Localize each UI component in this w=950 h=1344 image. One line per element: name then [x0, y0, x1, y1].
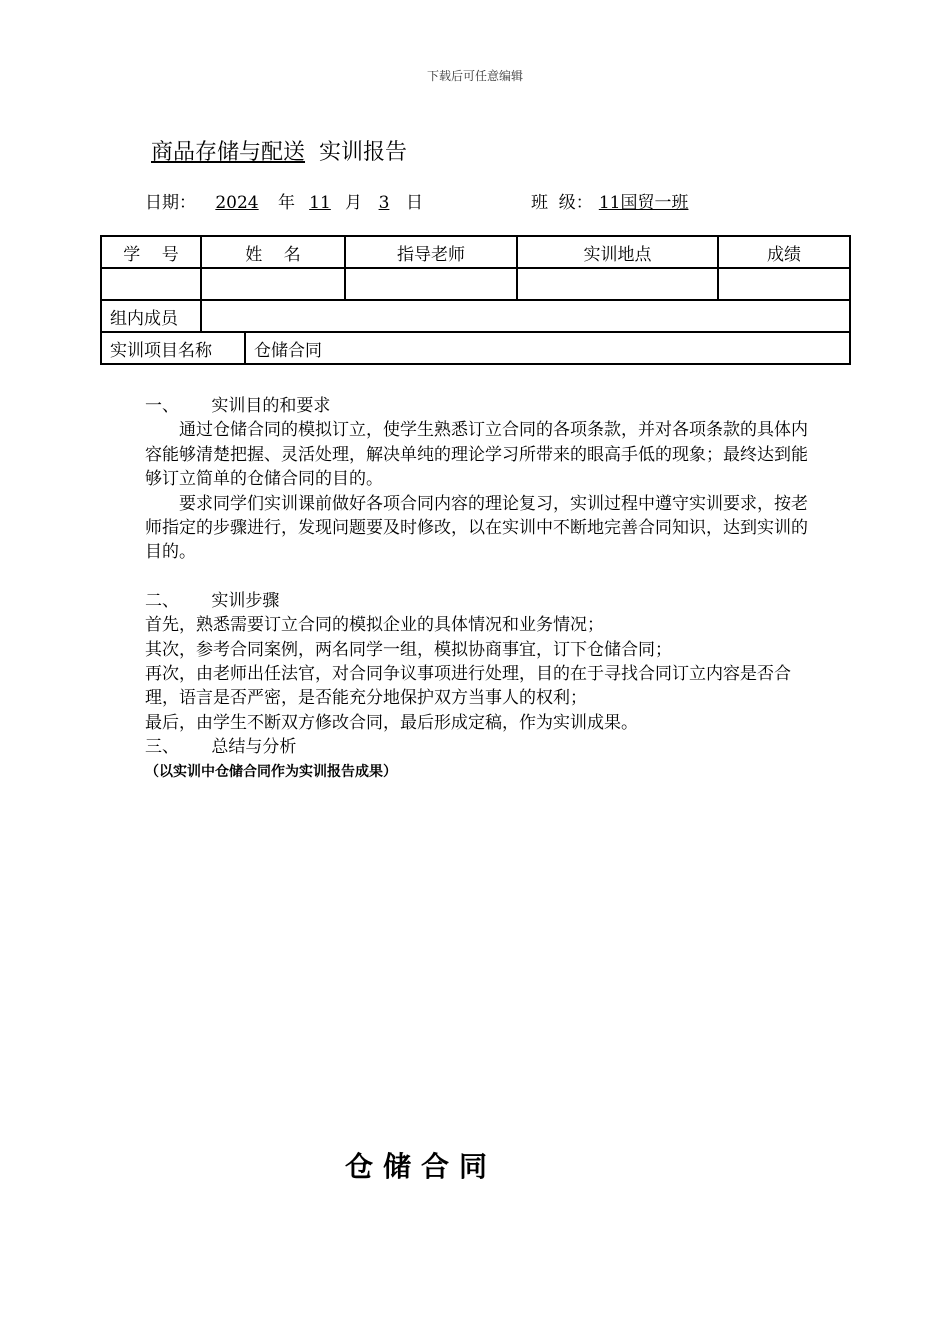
- cell-location: [517, 268, 718, 300]
- table-header-row: [101, 236, 850, 268]
- header-grade: 成绩: [718, 236, 850, 268]
- header-location: 实训地点: [517, 236, 718, 268]
- section-1-paragraph-1: 通过仓储合同的模拟订立，使学生熟悉订立合同的各项条款，并对各项条款的具体内容能够清楚把握、灵活处理，解决单纯的理论学习所带来的眼高手低的现象；最终达到能够订立简单的仓储合同的目的。: [145, 420, 808, 490]
- section-2-heading: 二、 实训步骤: [145, 590, 280, 611]
- table-empty-row: [101, 268, 850, 300]
- project-label: 实训项目名称: [101, 332, 245, 364]
- table-project-row: [101, 332, 850, 364]
- date-label: 日期：: [145, 193, 196, 213]
- section-2-step-2: 其次，参考合同案例，两名同学一组，模拟协商事宜，订下仓储合同；: [145, 639, 672, 660]
- project-value: 仓储合同: [245, 332, 850, 364]
- section-1-paragraph-2: 要求同学们实训课前做好各项合同内容的理论复习，实训过程中遵守实训要求，按老师指定的步骤进行，发现问题要及时修改，以在实训中不断地完善合同知识，达到实训的目的。: [145, 493, 808, 563]
- date-month-unit: 月: [345, 193, 362, 213]
- report-title: [145, 135, 407, 166]
- header-note: 下载后可任意编辑: [426, 69, 523, 83]
- report-title-suffix: 实训报告: [319, 140, 408, 165]
- section-2-step-4: 最后，由学生不断双方修改合同，最后形成定稿，作为实训成果。: [145, 712, 638, 733]
- header-student-id: 学 号: [101, 236, 201, 268]
- info-table: [100, 235, 851, 365]
- section-1-heading: 一、 实训目的和要求: [145, 396, 331, 416]
- class-value: 11国贸一班: [598, 193, 689, 213]
- members-label: 组内成员: [101, 300, 201, 332]
- date-day: 3: [378, 193, 390, 213]
- date-day-unit: 日: [406, 193, 423, 213]
- contract-title: 仓储合同: [345, 1150, 498, 1183]
- date-year-unit: 年: [278, 193, 295, 213]
- cell-name: [201, 268, 345, 300]
- cell-grade: [718, 268, 850, 300]
- section-3-note: （以实训中仓储合同作为实训报告成果）: [145, 763, 397, 780]
- cell-instructor: [345, 268, 517, 300]
- header-instructor: 指导老师: [345, 236, 517, 268]
- section-3-heading: 三、 总结与分析: [145, 737, 297, 758]
- course-name: 商品存储与配送: [151, 140, 306, 165]
- date-year: 2024: [215, 193, 259, 213]
- header-name: 姓 名: [201, 236, 345, 268]
- section-2-step-1: 首先，熟悉需要订立合同的模拟企业的具体情况和业务情况；: [145, 615, 604, 636]
- date-class-line: [145, 188, 688, 213]
- section-2-step-3: 再次，由老师出任法官，对合同争议事项进行处理，目的在于寻找合同订立内容是否合理，语言是否严密，是否能充分地保护双方当事人的权利；: [145, 664, 791, 709]
- cell-student-id: [101, 268, 201, 300]
- class-label: 班 级：: [531, 193, 593, 213]
- report-body: [145, 394, 810, 784]
- members-value: [201, 300, 850, 332]
- date-month: 11: [309, 193, 331, 213]
- table-members-row: [101, 300, 850, 332]
